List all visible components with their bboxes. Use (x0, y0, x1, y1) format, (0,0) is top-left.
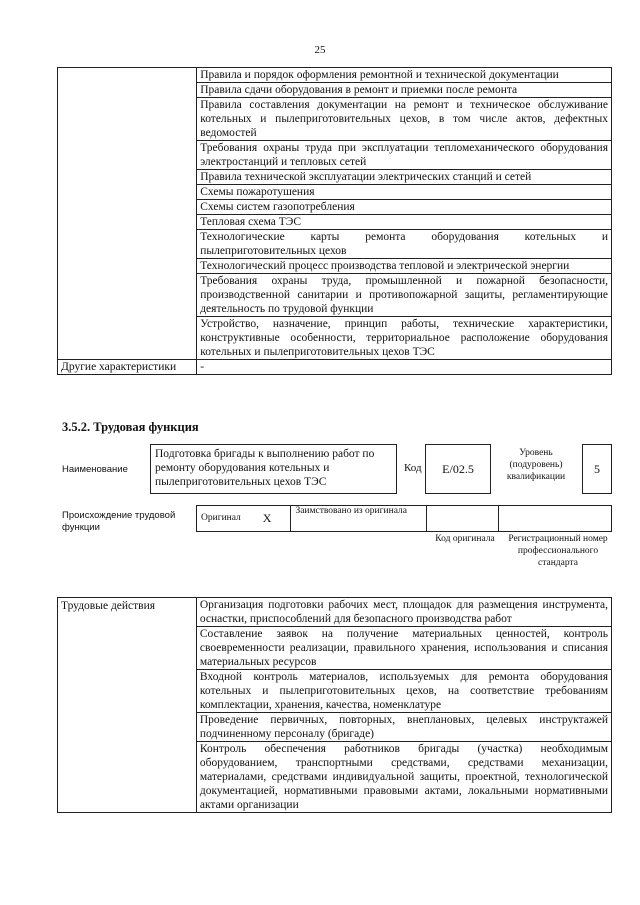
origin-table (196, 505, 612, 532)
level-label: Уровень (подуровень) квалификации (506, 448, 566, 482)
knowledge-item: Правила и порядок оформления ремонтной и технической документации (197, 68, 612, 83)
knowledge-item: Требования охраны труда, промышленной и пожарной безопасности, производственной санитарии и противопожарной защиты, регламентирующие деятельность по трудовой функции (197, 274, 612, 317)
required-knowledge-table (57, 67, 612, 375)
name-label: Наименование (62, 464, 128, 475)
knowledge-item: Требования охраны труда при эксплуатации тепломеханического оборудования электростанций и тепловых сетей (197, 141, 612, 170)
original-mark: X (259, 506, 291, 532)
section-heading: 3.5.2. Трудовая функция (62, 420, 199, 434)
function-code: E/02.5 (425, 444, 491, 494)
table-row (58, 598, 612, 627)
knowledge-item: Схемы систем газопотребления (197, 200, 612, 215)
table-row (197, 506, 612, 532)
labor-action-item: Проведение первичных, повторных, внеплановых, целевых инструктажей подчиненному персоналу (бригаде) (196, 713, 611, 742)
borrowed-label: Заимствовано из оригинала (291, 506, 427, 532)
knowledge-item: Тепловая схема ТЭС (197, 215, 612, 230)
labor-actions-table (57, 597, 612, 813)
qualification-level: 5 (582, 444, 612, 494)
reg-number-label: Регистрационный номер профессионального стандарта (508, 534, 608, 568)
knowledge-item: Схемы пожаротушения (197, 185, 612, 200)
labor-actions-label: Трудовые действия (58, 598, 197, 813)
table-row (58, 360, 612, 375)
knowledge-item: Технологический процесс производства тепловой и электрической энергии (197, 259, 612, 274)
origin-label: Происхождение трудовой функции (62, 510, 176, 533)
other-characteristics-label: Другие характеристики (58, 360, 197, 375)
knowledge-item: Правила технической эксплуатации электрических станций и сетей (197, 170, 612, 185)
original-label: Оригинал (197, 506, 259, 532)
knowledge-item: Правила составления документации на ремонт и техническое обслуживание котельных и пылеприготовительных цехов, в том числе актов, дефектных ведомостей (197, 98, 612, 141)
code-label: Код (404, 462, 422, 474)
reg-number-cell (498, 506, 611, 532)
labor-action-item: Контроль обеспечения работников бригады (участка) необходимым оборудованием, транспортными средствами, средствами механизации, материалами, средствами индивидуальной защиты, проектной, технологической документацией, нормативными правовыми актами, локальными нормативными актами организации (196, 742, 611, 813)
code-original-cell (427, 506, 499, 532)
table-row (58, 68, 612, 83)
other-characteristics-value: - (197, 360, 612, 375)
function-name: Подготовка бригады к выполнению работ по ремонту оборудования котельных и пылеприготовительных цехов ТЭС (150, 444, 397, 494)
code-original-label: Код оригинала (435, 534, 495, 544)
knowledge-item: Устройство, назначение, принцип работы, технические характеристики, конструктивные особенности, территориальное расположение оборудования котельных и пылеприготовительных цехов ТЭС (197, 317, 612, 360)
knowledge-item: Технологические карты ремонта оборудования котельных и пылеприготовительных цехов (197, 230, 612, 259)
knowledge-item: Правила сдачи оборудования в ремонт и приемки после ремонта (197, 83, 612, 98)
knowledge-label-cell (58, 68, 197, 360)
page-number: 25 (314, 44, 326, 56)
labor-action-item: Входной контроль материалов, используемых для ремонта оборудования котельных и пылеприготовительных цехов, на соответствие требованиям комплектации, хранения, качества, номенклатуре (196, 670, 611, 713)
labor-action-item: Составление заявок на получение материальных ценностей, контроль своевременности реализации, правильного хранения, использования и списания материальных ресурсов (196, 627, 611, 670)
labor-action-item: Организация подготовки рабочих мест, площадок для размещения инструмента, оснастки, приспособлений для безопасного производства работ (196, 598, 611, 627)
